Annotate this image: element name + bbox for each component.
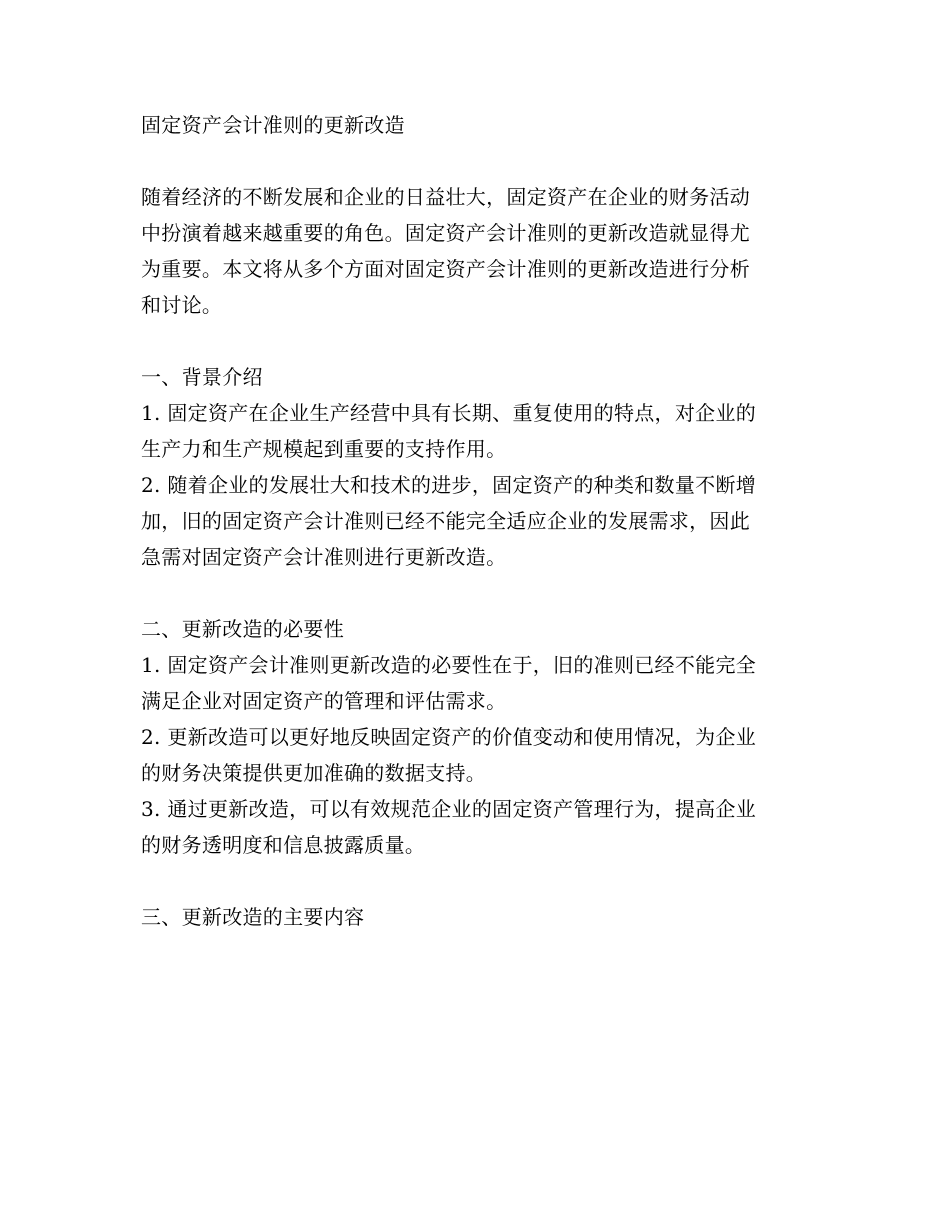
document-body [141,107,811,935]
intro-line: 和讨论。 [141,293,223,317]
blank-line [141,143,811,179]
section-line: 的财务决策提供更加准确的数据支持。 [141,761,487,785]
blank-line [141,575,811,611]
section-heading: 一、背景介绍 [141,365,263,389]
blank-line [141,863,811,899]
section-line: 1. 固定资产会计准则更新改造的必要性在于，旧的准则已经不能完全 [141,653,757,677]
section-line: 3. 通过更新改造，可以有效规范企业的固定资产管理行为，提高企业 [141,797,757,821]
section-line: 2. 随着企业的发展壮大和技术的进步，固定资产的种类和数量不断增 [141,473,757,497]
section-line: 生产力和生产规模起到重要的支持作用。 [141,437,507,461]
section-background [141,359,811,575]
section-line: 1. 固定资产在企业生产经营中具有长期、重复使用的特点，对企业的 [141,401,757,425]
intro-line: 为重要。本文将从多个方面对固定资产会计准则的更新改造进行分析 [141,257,750,281]
document-title: 固定资产会计准则的更新改造 [141,113,405,137]
section-line: 的财务透明度和信息披露质量。 [141,833,426,857]
intro-paragraph [141,179,811,323]
section-line: 2. 更新改造可以更好地反映固定资产的价值变动和使用情况，为企业 [141,725,757,749]
section-line: 急需对固定资产会计准则进行更新改造。 [141,545,507,569]
intro-line: 随着经济的不断发展和企业的日益壮大，固定资产在企业的财务活动 [141,185,750,209]
section-main-content [141,899,811,935]
section-line: 加，旧的固定资产会计准则已经不能完全适应企业的发展需求，因此 [141,509,750,533]
section-heading: 二、更新改造的必要性 [141,617,344,641]
section-necessity [141,611,811,863]
intro-line: 中扮演着越来越重要的角色。固定资产会计准则的更新改造就显得尤 [141,221,750,245]
section-line: 满足企业对固定资产的管理和评估需求。 [141,689,507,713]
blank-line [141,323,811,359]
section-heading: 三、更新改造的主要内容 [141,905,365,929]
